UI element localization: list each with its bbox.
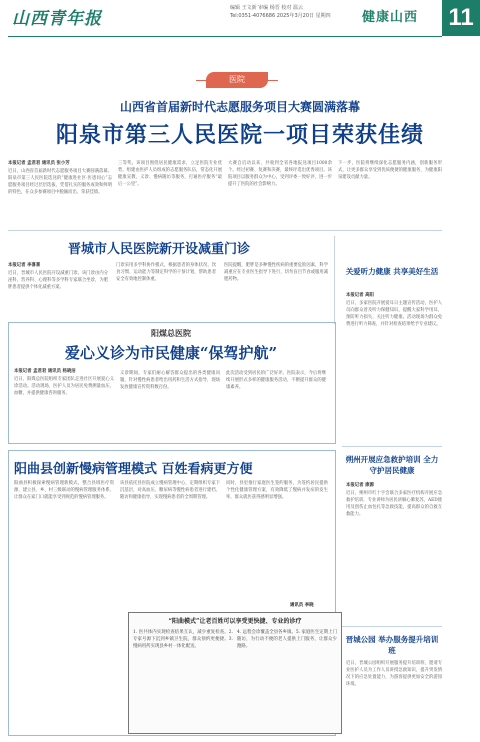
story3-col-1: 近日，阳煤总医院组织专家团队走进社区开展爱心义诊活动。活动现场，医护人员为居民免费测量血压、血糖，并提供健康咨询服务。 (14, 377, 114, 396)
tips-col-1: 1. 医共体内实现检查结果互认，减少重复检查。2. 专家号源下沉到乡镇卫生院，群众预约更便捷。3. 慢病用药实现县乡村一体化配送。 (133, 630, 233, 649)
column-rule (334, 236, 335, 324)
tips-box (128, 612, 342, 734)
right-story-b-headline: 朔州开展应急救护培训 全力守护居民健康 (345, 455, 439, 475)
story3-kicker: 阳煤总医院 (151, 328, 191, 338)
lead-col-1: 近日，山西省首届新时代志愿服务项目大赛圆满落幕。阳泉市第三人民医院选送的“健康进社区·医患同心”志愿服务项目经过层层选拔，凭借扎实的服务成效和鲜明的特色，在众多参赛项目中脱颖而出，荣获佳绩。 (8, 169, 112, 195)
masthead-editors: 编辑 王文新 审编 杨晋 校对 温云 (230, 5, 303, 11)
right-story-b-text: 近日，朔州市红十字会联合多家医疗机构开展应急救护培训，专业讲师为居民讲解心肺复苏、AED使用及创伤止血包扎等急救技能，提高群众的自救互救能力。 (346, 491, 442, 517)
story2-col-2: 门诊采用多学科协作模式，根据患者的身体状况、饮食习惯、运动能力等制定科学的干预计划，帮助患者安全有效地控制体重。 (116, 263, 216, 282)
lead-headline: 阳泉市第三人民医院一项目荣获佳绩 (55, 122, 424, 148)
lead-col-3: 大赛自启动以来，共收到全省各地报送项目1000余个。经过初赛、复赛和决赛，最终评选出优秀项目。该院项目以服务群众为中心，受到评委一致好评，进一步提升了医院的社会影响力。 (228, 161, 332, 187)
section-badge: 医院 (206, 72, 268, 88)
story4-col-3: 同时，县里推行家庭医生签约服务，为签约居民提供个性化健康管理方案，有效降低了慢病并发症的发生率，群众就医获得感明显增强。 (226, 481, 328, 500)
page-number: 11 (442, 0, 480, 36)
right-story-c-text: 近日，晋城公园组织开展服务提升培训班，邀请专业医护人员为工作人员讲授急救知识，提升突发情况下的应急处置能力，为游客提供更加安全的游园环境。 (346, 661, 442, 687)
right-story-b-byline: 本报记者 康源 (346, 483, 374, 488)
story2-headline: 晋城市人民医院新开设减重门诊 (68, 242, 251, 257)
lead-col-4: 下一步，医院将继续深化志愿服务内涵，创新服务形式，让更多群众享受到优质便捷的健康服务，为健康阳泉建设贡献力量。 (338, 161, 442, 180)
story3-col-3: 此次活动受到居民的广泛好评。医院表示，今后将继续开展形式多样的健康服务活动，不断提升群众的健康素养。 (226, 371, 326, 390)
story3-byline: 本报记者 孟君君 通讯员 杨晓洁 (14, 369, 76, 374)
masthead-date: Tel:0351-4076686 2025年3月20日 星期四 (230, 13, 331, 19)
divider (342, 626, 442, 627)
story2-col-3: 医院提醒，肥胖是多种慢性疾病的重要危险因素，科学减重应在专业医生指导下进行，切勿盲目节食或服用减肥药物。 (224, 263, 328, 282)
story3-headline: 爱心义诊为市民健康“保驾护航” (64, 344, 278, 362)
story3-col-2: 义诊期间，专家们耐心解答群众提出的各类健康问题，针对慢性病患者给出用药和生活方式指导，现场发放健康宣传资料数百份。 (120, 371, 220, 390)
right-story-a-byline: 本报记者 高阳 (346, 293, 374, 298)
story4-col-1: 阳曲县积极探索慢病管理新模式，整合县域医疗资源，建立县、乡、村三级联动的慢病管理服务体系，让群众在家门口就能享受到规范的慢病管理服务。 (14, 481, 114, 500)
divider (8, 230, 442, 231)
tips-title: “阳曲模式”让老百姓可以享受更快捷、专业的诊疗 (168, 618, 302, 625)
masthead (0, 0, 480, 50)
lead-col-2: 三等奖。该项目围绕居民健康需求，立足医院专业优势，组建由医护人员组成的志愿服务队伍，常态化开展健康宣教、义诊、慢病随访等服务，打通医疗服务“最后一公里”。 (118, 161, 222, 187)
section-title: 健康山西 (362, 10, 419, 25)
right-story-a-text: 近日，多家医院开展爱耳日主题宣传活动，医护人员向群众普及听力保健知识，提醒大家科学用耳、预防听力损失，关注听力健康。活动现场为群众免费进行听力筛查，并针对检查结果给予专业建议。 (346, 301, 442, 327)
header-rule (8, 36, 442, 37)
story4-byline: 通讯员 李晓 (290, 603, 314, 608)
story2-col-1: 近日，晋城市人民医院开设减重门诊。该门诊由内分泌科、营养科、心理科等多学科专家联合坐诊，为肥胖患者提供个体化减重方案。 (8, 271, 108, 290)
divider (342, 446, 442, 447)
right-story-a-headline: 关爱听力健康 共享美好生活 (345, 267, 439, 276)
story2-byline: 本报记者 李喜喜 (8, 263, 41, 268)
right-story-c-headline: 晋城公园 举办服务提升培训班 (345, 635, 439, 655)
story4-headline: 阳曲县创新慢病管理模式 百姓看病更方便 (14, 462, 253, 477)
lead-kicker: 山西省首届新时代志愿服务项目大赛圆满落幕 (119, 100, 360, 114)
newspaper-logo: 山西青年报 (12, 9, 102, 29)
story4-col-2: 该县依托县医院成立慢病管理中心，定期组织专家下沉基层，对高血压、糖尿病等慢性病患者进行建档、随访和健康指导，实现慢病患者的全周期管理。 (120, 481, 220, 500)
lead-byline: 本报记者 孟君君 通讯员 张小芳 (8, 161, 70, 166)
tips-col-2: 4. 远程会诊覆盖全县各乡镇。5. 家庭医生定期上门随访，为行动不便的老人提供上门服务，让群众少跑路。 (237, 630, 337, 649)
